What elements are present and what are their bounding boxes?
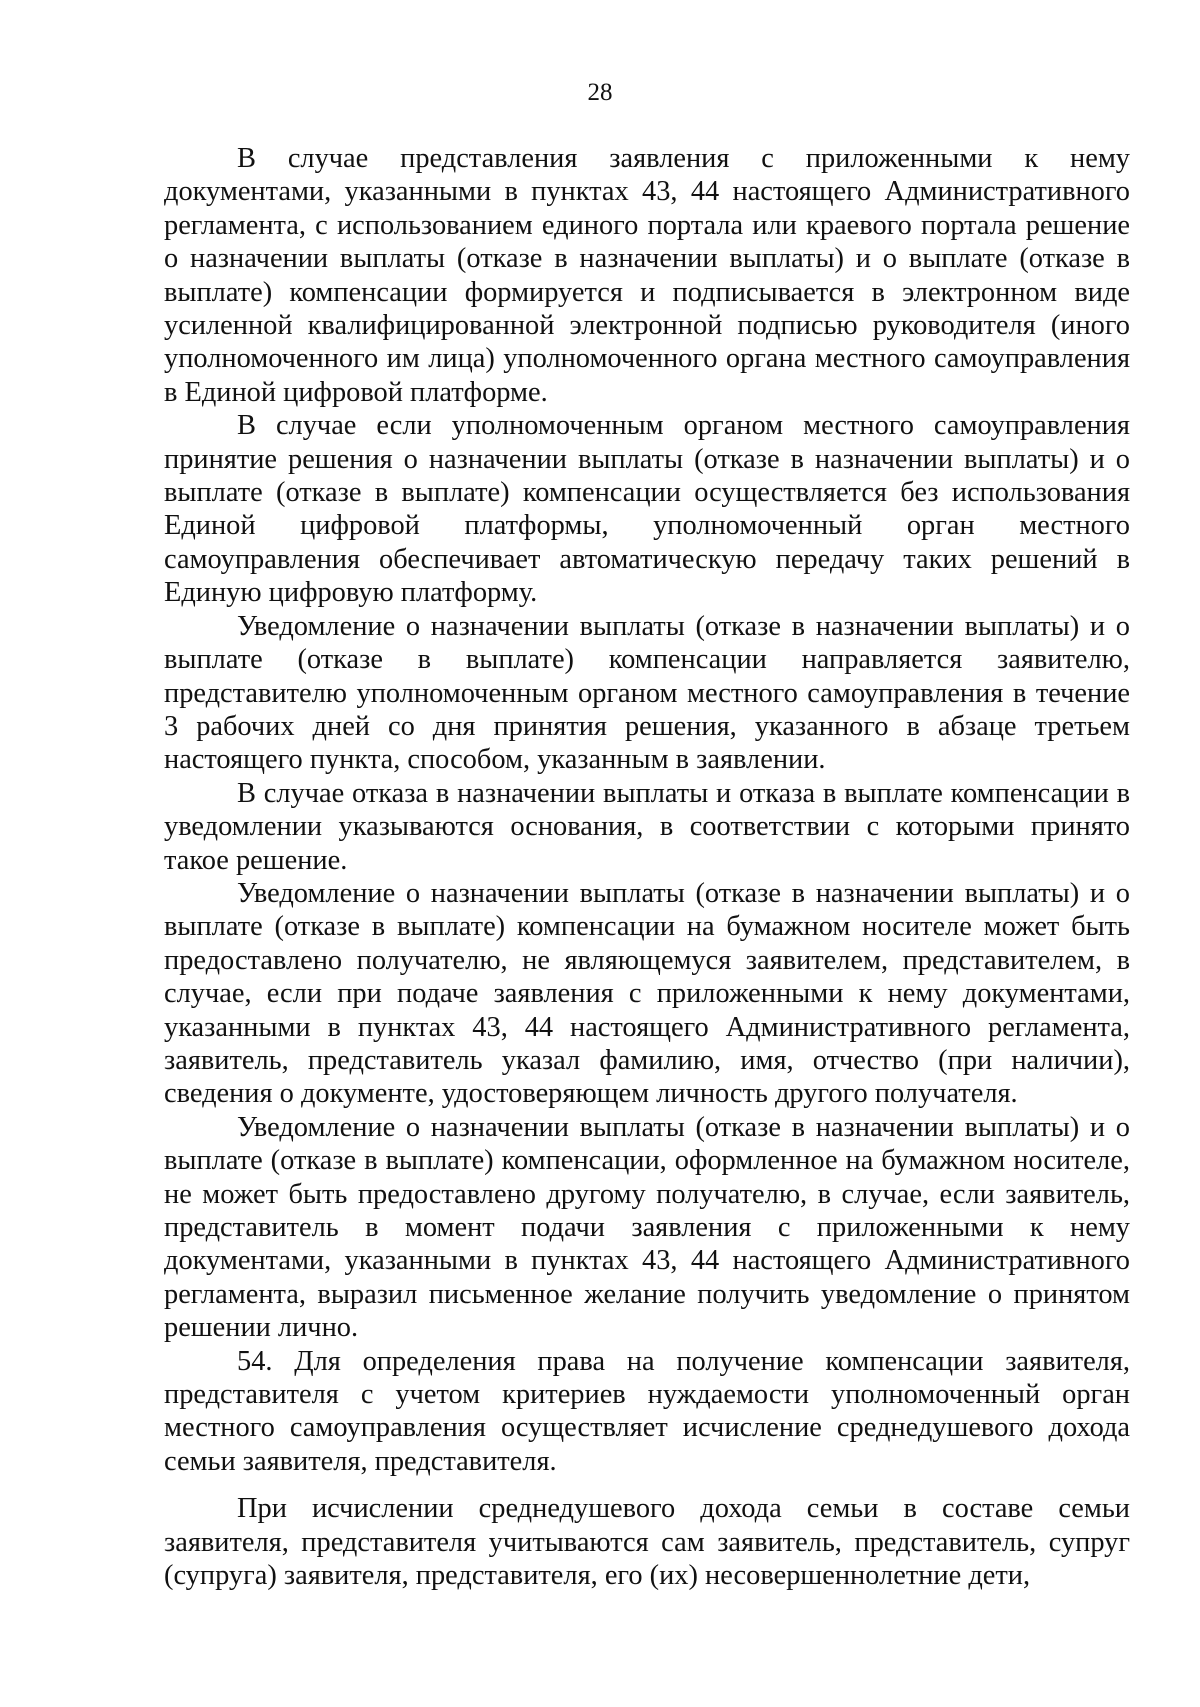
document-body xyxy=(164,142,1130,1592)
paragraph-without-platform: В случае если уполномоченным органом местного самоуправления принятие решения о назначении выплаты (отказе в назначении выплаты) и о выплате (отказе в выплате) компенсации осуществляется без использования Единой цифровой платформы, уполномоченный орган местного самоуправления обеспечивает автоматическую передачу таких решений в Единую цифровую платформу. xyxy=(164,410,1130,609)
paragraph-item-54: 54. Для определения права на получение компенсации заявителя, представителя с учетом критериев нуждаемости уполномоченный орган местного самоуправления осуществляет исчисление среднедушевого дохода семьи заявителя, представителя. xyxy=(164,1345,1130,1477)
paragraph-paper-notification-personal: Уведомление о назначении выплаты (отказе в назначении выплаты) и о выплате (отказе в выплате) компенсации, оформленное на бумажном носителе, не может быть предоставлено другому получателю, в случае, если заявитель, представитель в момент подачи заявления с приложенными к нему документами, указанными в пунктах 43, 44 настоящего Административного регламента, выразил письменное желание получить уведомление о принятом решении лично. xyxy=(164,1111,1130,1344)
paragraph-refusal-grounds: В случае отказа в назначении выплаты и отказа в выплате компенсации в уведомлении указываются основания, в соответствии с которыми принято такое решение. xyxy=(164,777,1130,876)
paragraph-electronic-decision: В случае представления заявления с приложенными к нему документами, указанными в пунктах 43, 44 настоящего Административного регламента, с использованием единого портала или краевого портала решение о назначении выплаты (отказе в назначении выплаты) и о выплате (отказе в выплате) компенсации формируется и подписывается в электронном виде усиленной квалифицированной электронной подписью руководителя (иного уполномоченного им лица) уполномоченного органа местного самоуправления в Единой цифровой платформе. xyxy=(164,143,1130,408)
paragraph-paper-notification-other-recipient: Уведомление о назначении выплаты (отказе в назначении выплаты) и о выплате (отказе в выплате) компенсации на бумажном носителе может быть предоставлено получателю, не являющемуся заявителем, представителем, в случае, если при подаче заявления с приложенными к нему документами, указанными в пунктах 43, 44 настоящего Административного регламента, заявитель, представитель указал фамилию, имя, отчество (при наличии), сведения о документе, удостоверяющем личность другого получателя. xyxy=(164,877,1130,1110)
paragraph-notification-sending: Уведомление о назначении выплаты (отказе в назначении выплаты) и о выплате (отказе в выплате) компенсации направляется заявителю, представителю уполномоченным органом местного самоуправления в течение 3 рабочих дней со дня принятия решения, указанного в абзаце третьем настоящего пункта, способом, указанным в заявлении. xyxy=(164,610,1130,776)
page-number: 28 xyxy=(587,79,613,106)
paragraph-family-composition: При исчислении среднедушевого дохода семьи в составе семьи заявителя, представителя учитываются сам заявитель, представитель, супруг (супруга) заявителя, представителя, его (их) несовершеннолетние дети, xyxy=(164,1493,1130,1592)
